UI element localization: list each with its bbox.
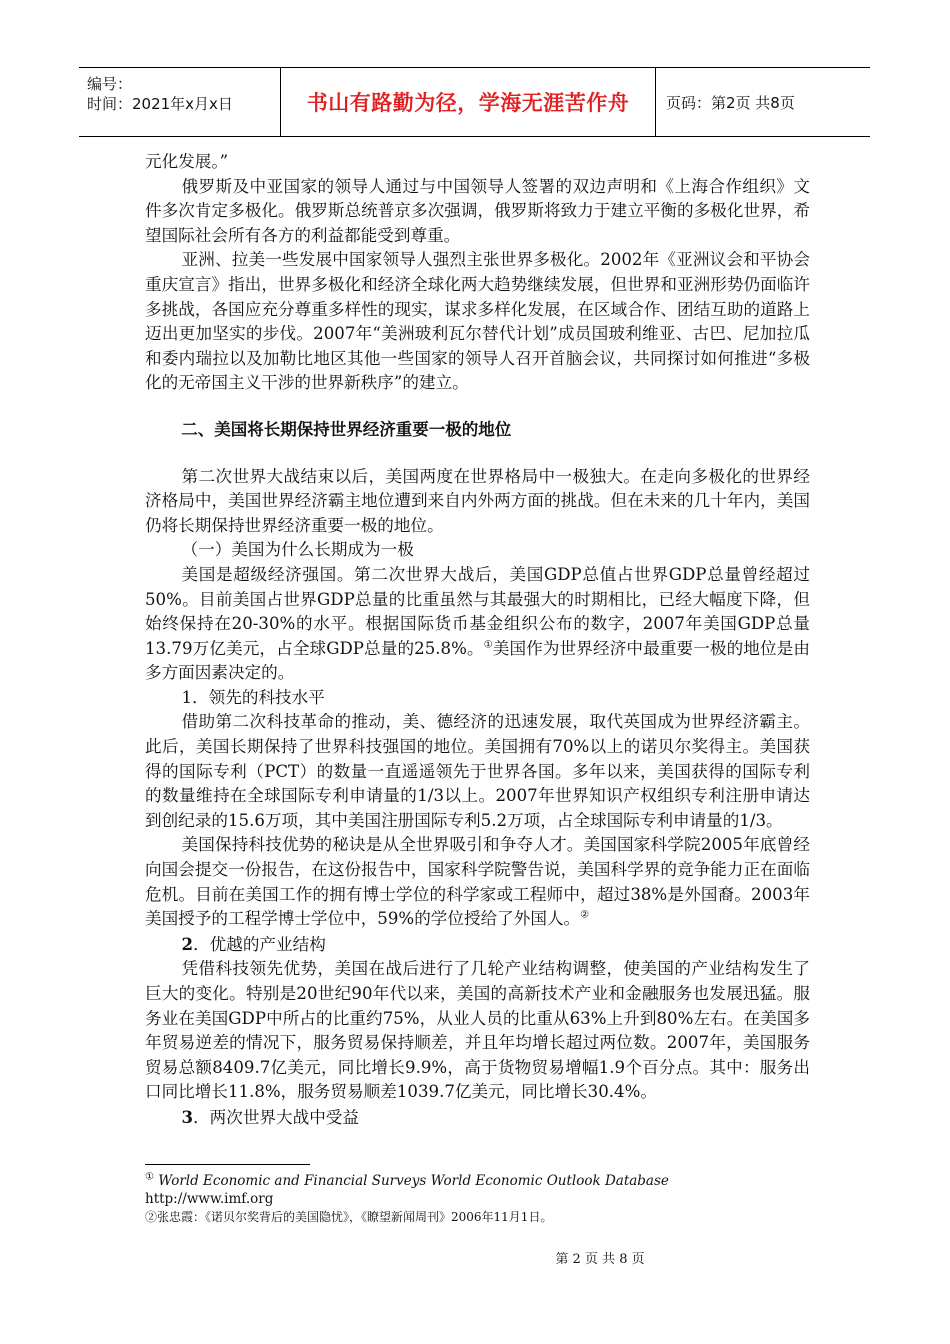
list-title: ．优越的产业结构 [193,934,326,954]
document-body [145,150,810,1131]
list-number: 3 [181,1106,194,1127]
page-footer: 第 2 页 共 8 页 [555,1252,645,1267]
header-meta [79,68,281,136]
footnote-ref[interactable]: ② [580,909,590,921]
footnote-url[interactable]: http://www.imf.org [145,1191,274,1207]
footnotes [145,1172,810,1226]
paragraph: 亚洲、拉美一些发展中国家领导人强烈主张世界多极化。2002年《亚洲议会和平协会重庆宣言》指出，世界多极化和经济全球化两大趋势继续发展，但世界和亚洲形势仍面临许多挑战，各国应充分尊重多样性的现实，谋求多样化发展，在区域合作、团结互助的道路上迈出更加坚实的步伐。2007年“美洲玻利瓦尔替代计划”成员国玻利维亚、古巴、尼加拉瓜和委内瑞拉以及加勒比地区其他一些国家的领导人召开首脑会议，共同探讨如何推进“多极化的无帝国主义干涉的世界新秩序”的建立。 [145,250,810,393]
list-item-heading [145,932,810,958]
paragraph: 第二次世界大战结束以后，美国两度在世界格局中一极独大。在走向多极化的世界经济格局中，美国世界经济霸主地位遭到来自内外两方面的挑战。但在未来的几十年内，美国仍将长期保持世界经济重要一极的地位。 [145,466,810,535]
header-page-cell [656,68,870,136]
paragraph-text: 美国保持科技优势的秘诀是从全世界吸引和争夺人才。美国国家科学院2005年底曾经向国会提交一份报告，在这份报告中，国家科学院警告说，美国科学界的竞争能力正在面临危机。目前在美国工作的拥有博士学位的科学家或工程师中，超过38%是外国裔。2003年美国授予的工程学博士学位中，59%的学位授给了外国人。 [145,835,810,929]
footnote-2: ②张忠霞：《诺贝尔奖背后的美国隐忧》，《瞭望新闻周刊》2006年11月1日。 [145,1210,553,1224]
paragraph-text: 美国是超级经济强国。第二次世界大战后，美国GDP总值占世界GDP总量曾经超过50%。目前美国占世界GDP总量的比重虽然与其最强大的时期相比，已经大幅度下降，但始终保持在20-30%的水平。根据国际货币基金组织公布的数字，2007年美国GDP总量13.79万亿美元，占全球GDP总量的25.8%。 [145,564,810,658]
paragraph [145,833,810,931]
list-item-heading: 1．领先的科技水平 [181,687,325,707]
footnote-divider [145,1164,310,1165]
paragraph: 元化发展。” [145,152,229,171]
subsection-heading: （一）美国为什么长期成为一极 [181,540,414,560]
list-title: ．两次世界大战中受益 [193,1107,359,1127]
footnote-ref[interactable]: ① [483,639,493,651]
header-motto: 书山有路勤为径，学海无涯苦作舟 [306,91,630,115]
header-motto-cell [281,68,656,136]
header-date: 时间：2021年x月x日 [87,95,233,113]
footnote-title: World Economic and Financial Surveys World Economic Outlook Database [158,1173,669,1189]
paragraph-text: 美国作为世界经济中最重要一极的地位是由多方面因素决定的。 [145,638,811,683]
header-page-number: 页码：第2页 共8页 [666,93,795,112]
header-number: 编号： [87,75,133,93]
list-item-heading [145,1105,810,1131]
section-heading: 二、美国将长期保持世界经济重要一极的地位 [181,419,512,439]
footnote-mark: ① [145,1171,154,1183]
paragraph: 借助第二次科技革命的推动，美、德经济的迅速发展，取代英国成为世界经济霸主。此后，美国长期保持了世界科技强国的地位。美国拥有70%以上的诺贝尔奖得主。美国获得的国际专利（PCT）的数量一直遥遥领先于世界各国。多年以来，美国获得的国际专利的数量维持在全球国际专利申请量的1/3以上。2007年世界知识产权组织专利注册申请达到创纪录的15.6万项，其中美国注册国际专利5.2万项，占全球国际专利申请量的1/3。 [145,712,810,830]
page-header [79,67,870,137]
footnote-1 [145,1172,810,1190]
paragraph [145,563,810,686]
list-number: 2 [181,933,194,954]
paragraph: 俄罗斯及中亚国家的领导人通过与中国领导人签署的双边声明和《上海合作组织》文件多次肯定多极化。俄罗斯总统普京多次强调，俄罗斯将致力于建立平衡的多极化世界，希望国际社会所有各方的利益都能受到尊重。 [145,176,810,245]
paragraph: 凭借科技领先优势，美国在战后进行了几轮产业结构调整，使美国的产业结构发生了巨大的变化。特别是20世纪90年代以来，美国的高新技术产业和金融服务也发展迅猛。服务业在美国GDP中所占的比重约75%，从业人员的比重从63%上升到80%左右。在美国多年贸易逆差的情况下，服务贸易保持顺差，并且年均增长超过两位数。2007年，美国服务贸易总额8409.7亿美元，同比增长9.9%，高于货物贸易增幅1.9个百分点。其中：服务出口同比增长11.8%，服务贸易顺差1039.7亿美元，同比增长30.4%。 [145,959,810,1102]
